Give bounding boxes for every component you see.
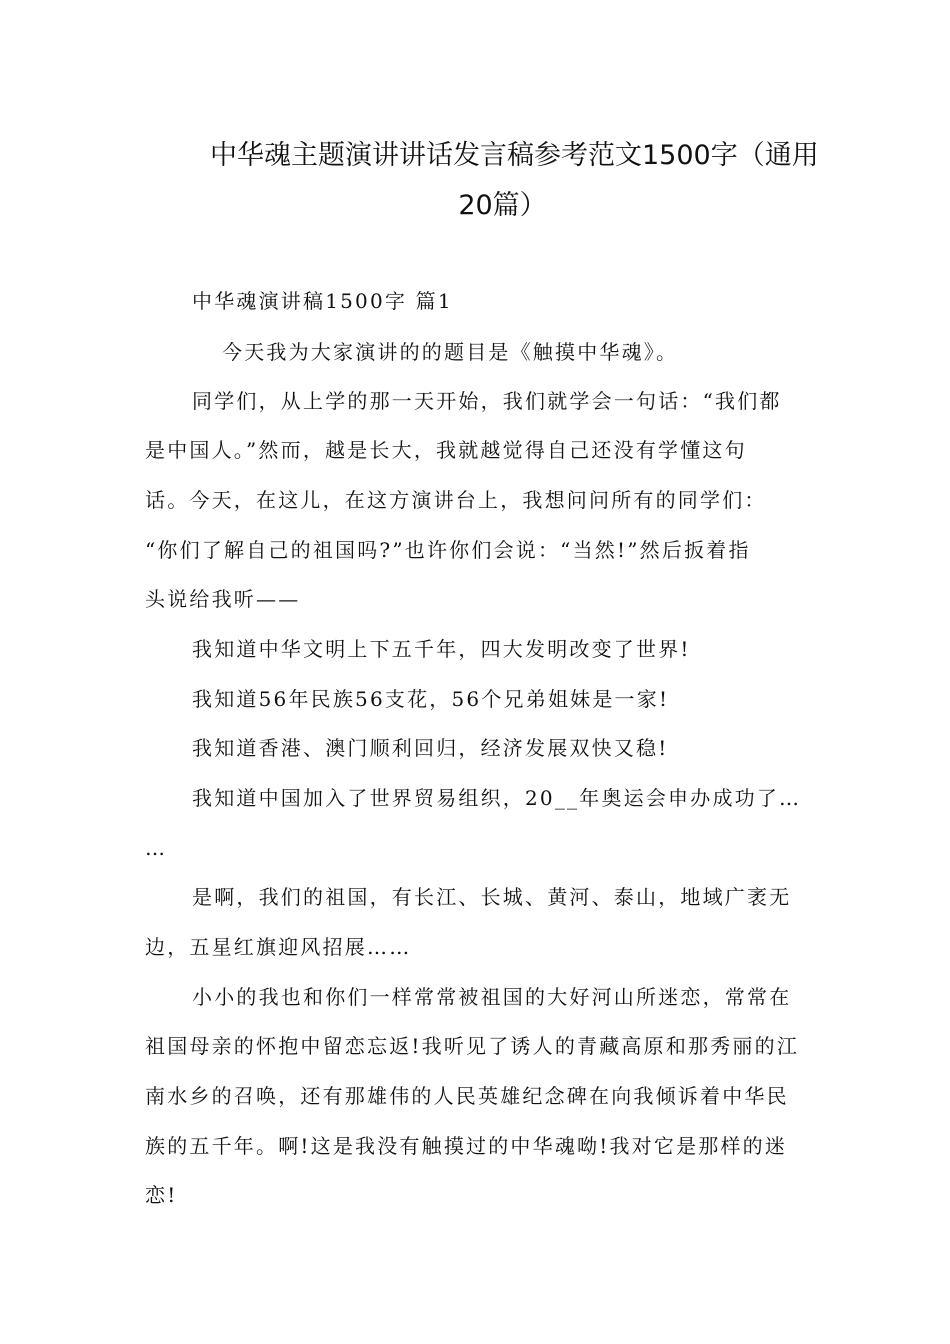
paragraph-line: 我知道56年民族56支花，56个兄弟姐妹是一家!: [192, 687, 670, 711]
paragraph-line: 边，五星红旗迎风招展……: [145, 935, 412, 959]
paragraph-line: “你们了解自己的祖国吗?”也许你们会说：“当然!”然后扳着指: [145, 538, 751, 562]
paragraph-line: 南水乡的召唤，还有那雄伟的人民英雄纪念碑在向我倾诉着中华民: [145, 1084, 789, 1108]
paragraph-line: 话。今天，在这儿，在这方演讲台上，我想问问所有的同学们：: [145, 488, 767, 512]
document-title-line-2: 20篇）: [458, 190, 547, 221]
paragraph-line: 我知道中华文明上下五千年，四大发明改变了世界!: [192, 637, 691, 661]
paragraph-line: …: [145, 836, 168, 860]
paragraph-line: 我知道香港、澳门顺利回归，经济发展双快又稳!: [192, 736, 669, 760]
section-heading: 中华魂演讲稿1500字 篇1: [192, 289, 453, 313]
paragraph-line: 恋!: [145, 1183, 178, 1207]
paragraph-line: 今天我为大家演讲的的题目是《触摸中华魂》。: [222, 340, 679, 364]
paragraph-line: 族的五千年。啊!这是我没有触摸过的中华魂呦!我对它是那样的迷: [145, 1134, 788, 1158]
document-title-line-1: 中华魂主题演讲讲话发言稿参考范文1500字（通用: [210, 140, 819, 171]
paragraph-line: 同学们，从上学的那一天开始，我们就学会一句话：“我们都: [192, 389, 782, 413]
paragraph-line: 是中国人。”然而，越是长大，我就越觉得自己还没有学懂这句: [145, 438, 747, 462]
paragraph-line: 我知道中国加入了世界贸易组织，20__年奥运会申办成功了…: [192, 786, 802, 810]
paragraph-line: 是啊，我们的祖国，有长江、长城、黄河、泰山，地域广袤无: [192, 885, 792, 909]
paragraph-line: 小小的我也和你们一样常常被祖国的大好河山所迷恋，常常在: [192, 985, 792, 1009]
paragraph-line: 祖国母亲的怀抱中留恋忘返!我听见了诱人的青藏高原和那秀丽的江: [145, 1034, 800, 1058]
paragraph-line: 头说给我听——: [145, 587, 301, 611]
